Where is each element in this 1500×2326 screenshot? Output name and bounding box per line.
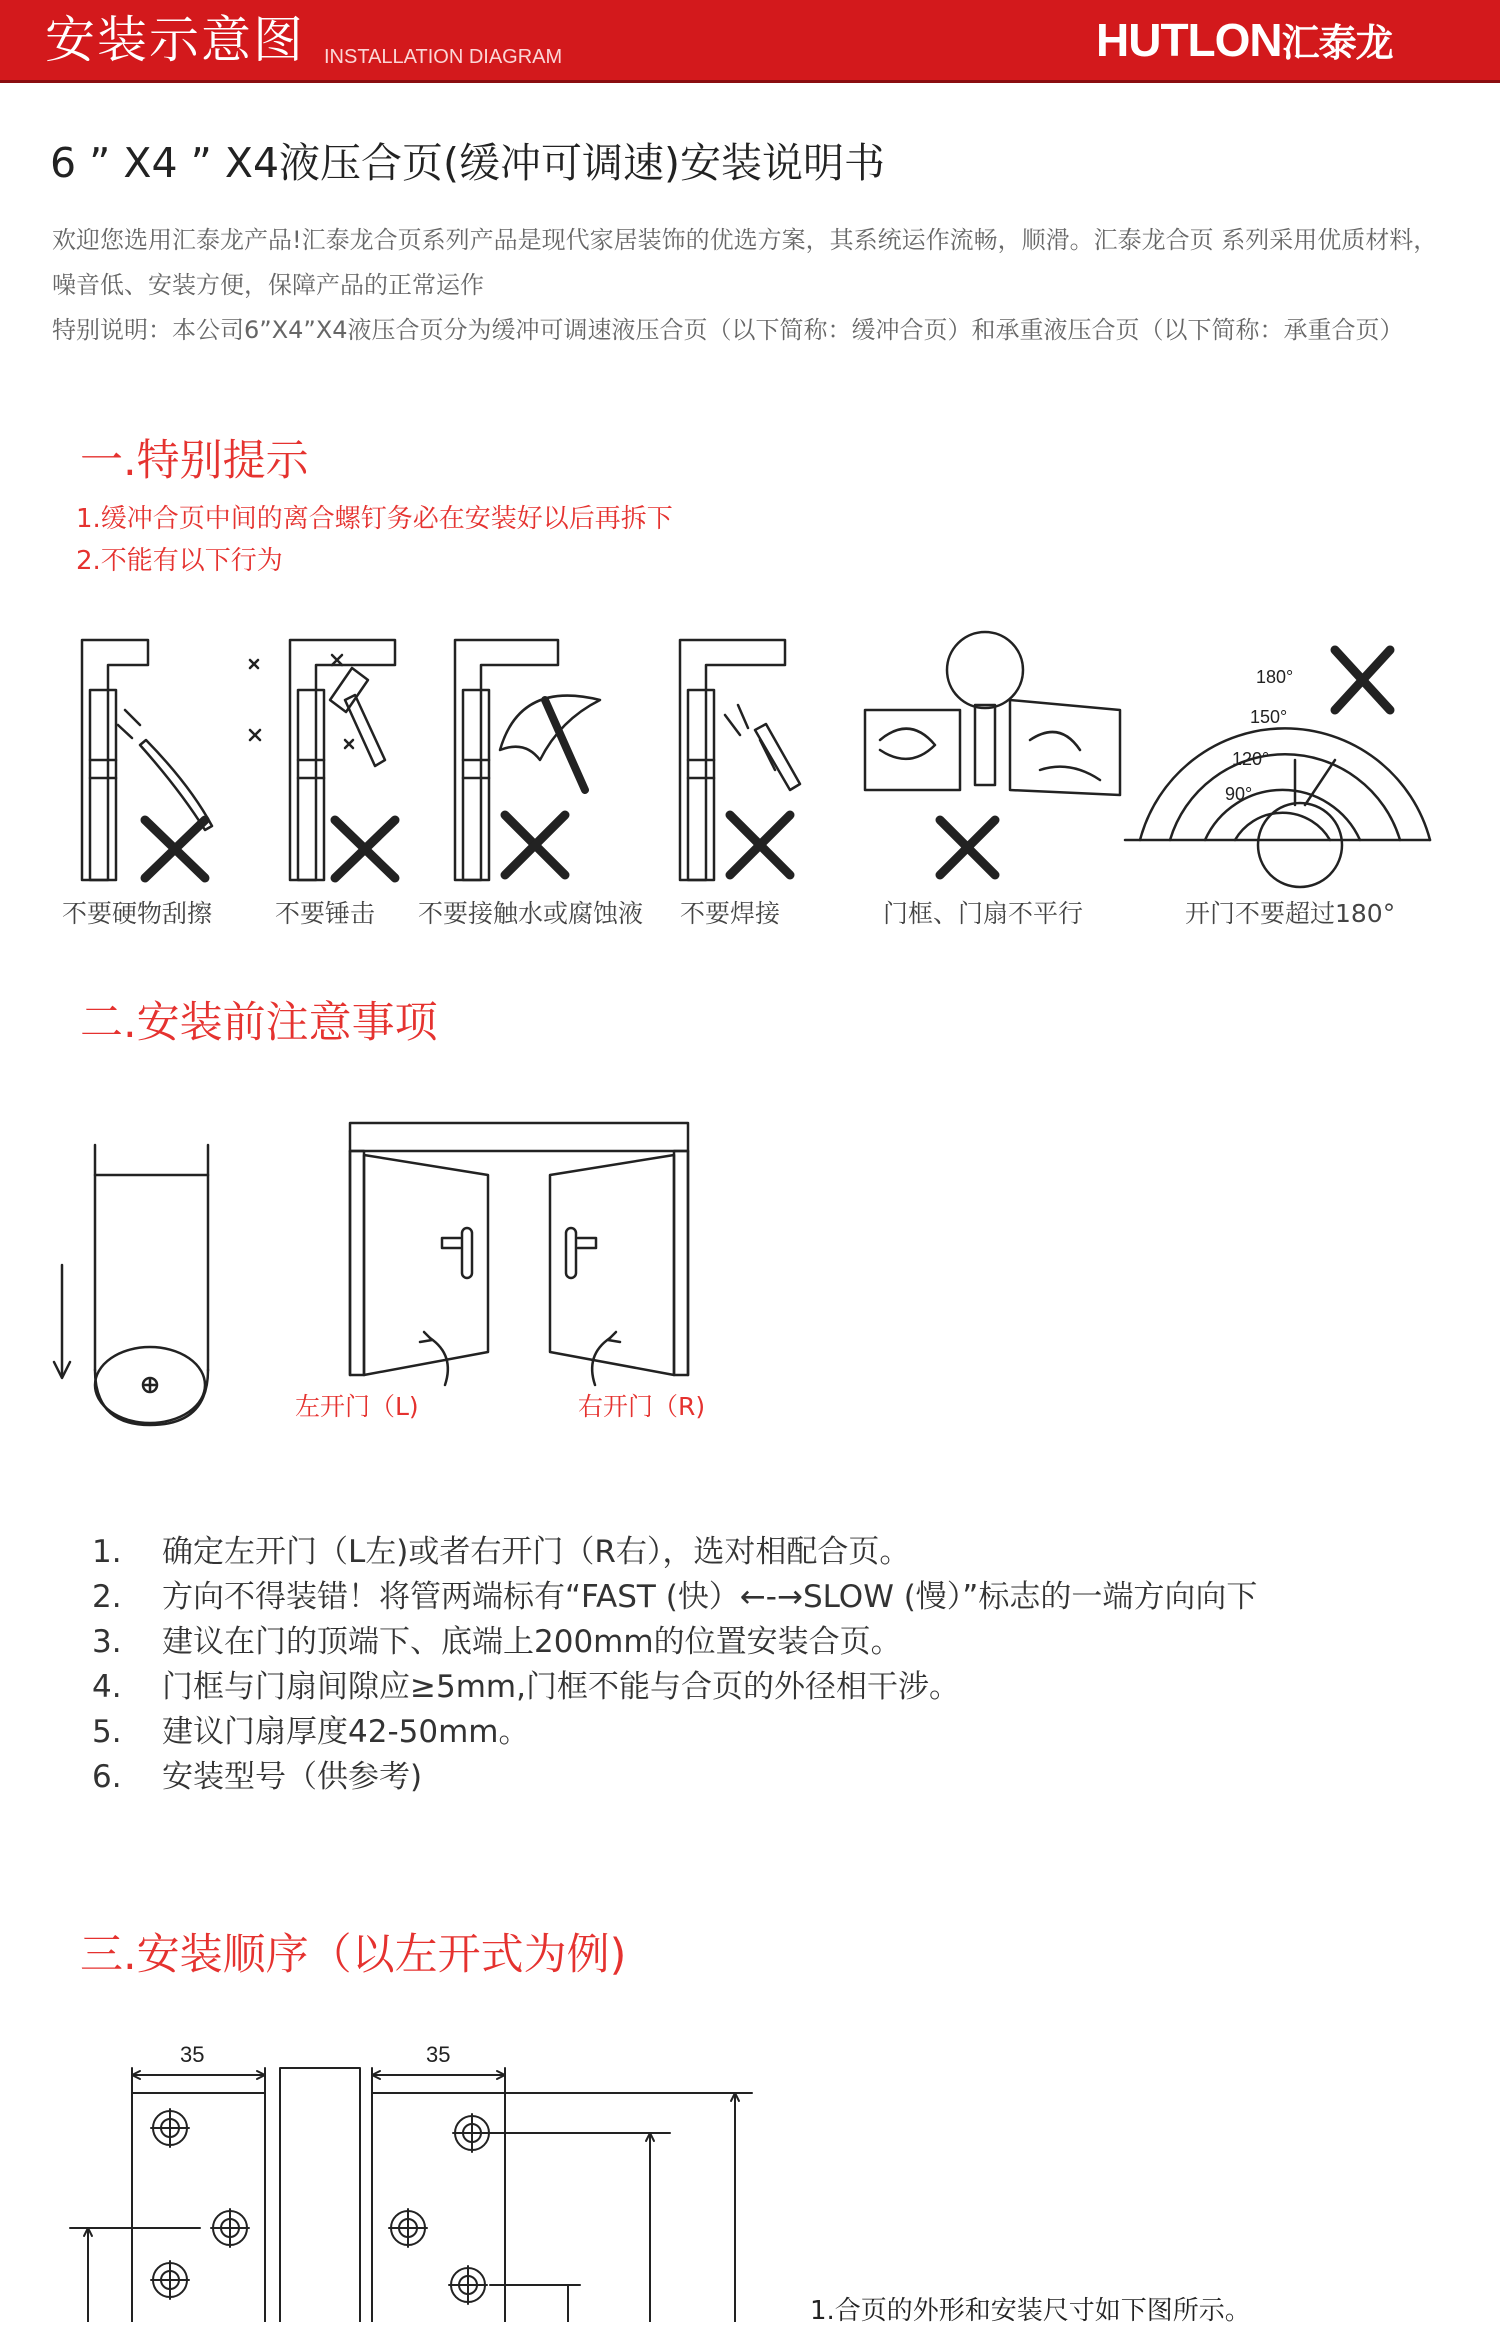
intro-paragraph-1: 欢迎您选用汇泰龙产品!汇泰龙合页系列产品是现代家居装饰的优选方案，其系统运作流畅，顺滑。汇泰龙合页 系列采用优质材料，噪音低、安装方便，保障产品的正常运作 xyxy=(52,226,1438,299)
intro-paragraph-2: 特别说明：本公司6”X4”X4液压合页分为缓冲可调速液压合页（以下简称：缓冲合页）和承重液压合页（以下简称：承重合页） xyxy=(52,316,1404,344)
step-number: 4. xyxy=(92,1669,122,1705)
section-title-2: 二.安装前注意事项 xyxy=(80,998,438,1048)
warning-note-2: 2.不能有以下行为 xyxy=(76,546,283,576)
section-title-3: 三.安装顺序（以左开式为例) xyxy=(80,1930,627,1980)
step-number: 2. xyxy=(92,1579,122,1615)
step-number: 6. xyxy=(92,1759,122,1795)
right-door-label: 右开门（R) xyxy=(578,1392,706,1421)
logo-cn: 汇泰龙 xyxy=(1281,21,1393,65)
angle-90-label: 90° xyxy=(1225,784,1253,804)
caption-no-welding: 不要焊接 xyxy=(680,899,781,928)
logo-en: HUTLON xyxy=(1096,14,1282,66)
angle-180-label: 180° xyxy=(1256,667,1294,687)
step-text: 确定左开门（L左)或者右开门（R右），选对相配合页。 xyxy=(162,1534,911,1570)
screw-holes xyxy=(151,2109,491,2304)
dimension-right-label: 35 xyxy=(426,2042,451,2067)
angle-150-label: 150° xyxy=(1250,707,1288,727)
document-title: 6 ” X4 ” X4液压合页(缓冲可调速)安装说明书 xyxy=(50,139,886,187)
step-number: 5. xyxy=(92,1714,122,1750)
step-number: 3. xyxy=(92,1624,122,1660)
step-text: 门框与门扇间隙应≥5mm,门框不能与合页的外径相干涉。 xyxy=(162,1669,960,1705)
step-text: 方向不得装错！将管两端标有“FAST (快）←-→SLOW (慢）”标志的一端方向向下 xyxy=(162,1579,1258,1615)
step-number: 1. xyxy=(92,1534,122,1570)
step-text: 建议门扇厚度42-50mm。 xyxy=(162,1714,530,1750)
step-text: 安装型号（供参考) xyxy=(162,1759,423,1795)
header-subtitle: INSTALLATION DIAGRAM xyxy=(324,46,563,68)
angle-120-label: 120° xyxy=(1232,749,1270,769)
caption-max-angle: 开门不要超过180° xyxy=(1185,899,1396,928)
dimension-note: 1.合页的外形和安装尺寸如下图所示。 xyxy=(810,2296,1251,2326)
caption-not-parallel: 门框、门扇不平行 xyxy=(883,899,1084,928)
dimension-left-label: 35 xyxy=(180,2042,205,2067)
caption-no-hammer: 不要锤击 xyxy=(275,899,376,928)
warning-note-1: 1.缓冲合页中间的离合螺钉务必在安装好以后再拆下 xyxy=(76,504,673,534)
header-title: 安装示意图 xyxy=(45,11,305,69)
left-door-label: 左开门（L) xyxy=(295,1392,419,1421)
step-text: 建议在门的顶端下、底端上200mm的位置安装合页。 xyxy=(162,1624,902,1660)
caption-no-water: 不要接触水或腐蚀液 xyxy=(418,899,644,928)
caption-no-scratch: 不要硬物刮擦 xyxy=(62,899,213,928)
section-title-1: 一.特别提示 xyxy=(80,436,309,486)
